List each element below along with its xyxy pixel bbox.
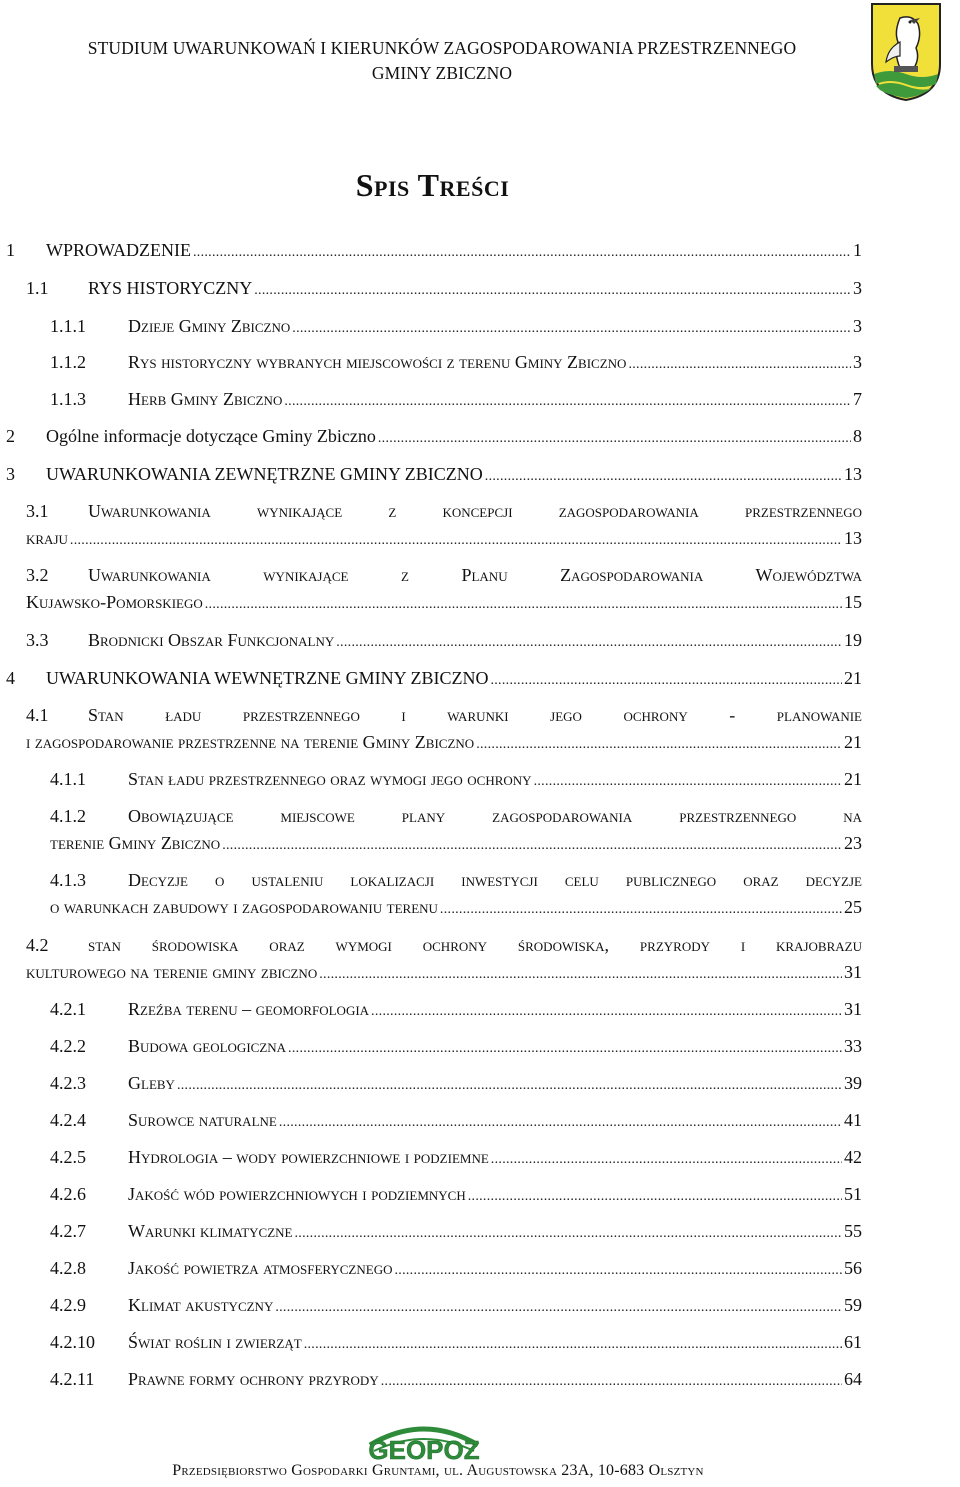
toc-entry-number: 4.2.9 <box>50 1295 86 1315</box>
toc-entry-number: 4 <box>6 668 15 688</box>
toc-entry-title: Hydrologia – wody powierzchniowe i podziemne <box>128 1147 489 1167</box>
dot-leader <box>294 1217 842 1248</box>
toc-entry-page: 55 <box>844 1221 862 1241</box>
toc-entry-page: 33 <box>844 1036 862 1056</box>
toc-entry-page: 21 <box>844 769 862 789</box>
toc-entry-number: 1.1.2 <box>50 352 86 372</box>
toc-entry-title: Gleby <box>128 1073 175 1093</box>
toc-entry-page: 3 <box>853 352 862 372</box>
toc-entry-number: 3 <box>6 464 15 484</box>
toc-entry-title: RYS HISTORYCZNY <box>88 278 253 298</box>
toc-entry-title: Stan ładu przestrzennego oraz wymogi jego ochrony <box>128 769 532 789</box>
toc-entry-title: Warunki klimatyczne <box>128 1221 293 1241</box>
dot-leader <box>254 274 851 305</box>
toc-entry-page: 61 <box>844 1332 862 1352</box>
toc-entry-number: 4.2.8 <box>50 1258 86 1278</box>
toc-entry-page: 1 <box>853 240 862 260</box>
toc-entry-page: 31 <box>844 962 862 982</box>
toc-entry-title: Jakość wód powierzchniowych i podziemnych <box>128 1184 466 1204</box>
dot-leader <box>490 664 842 695</box>
toc-entry-page: 13 <box>844 528 862 548</box>
dot-leader <box>70 524 842 555</box>
dot-leader <box>534 765 842 796</box>
header-line-1: STUDIUM UWARUNKOWAŃ I KIERUNKÓW ZAGOSPODAROWANIA PRZESTRZENNEGO <box>87 38 797 58</box>
toc-entry-number: 3.2 <box>26 565 49 585</box>
toc-entry-number: 1.1 <box>26 278 49 298</box>
logo-text: GEOPOZ <box>368 1435 480 1465</box>
toc-entry-number: 4.1.2 <box>50 806 86 826</box>
document-header <box>52 36 832 86</box>
toc-entry-number: 4.2.7 <box>50 1221 86 1241</box>
toc-entry-title: UWARUNKOWANIA WEWNĘTRZNE GMINY ZBICZNO <box>46 668 489 688</box>
toc-entry-page: 31 <box>844 999 862 1019</box>
toc-entry-title: Brodnicki Obszar Funkcjonalny <box>88 630 335 650</box>
dot-leader <box>491 1143 842 1174</box>
toc-entry-title-continued: kraju <box>26 528 68 548</box>
toc-entry-page: 15 <box>844 592 862 612</box>
toc-entry-number: 1.1.3 <box>50 389 86 409</box>
toc-entry-title: Rys historyczny wybranych miejscowości z terenu Gminy Zbiczno <box>128 352 627 372</box>
dot-leader <box>319 958 842 989</box>
toc-entry-title-continued: terenie Gminy Zbiczno <box>50 833 221 853</box>
toc-entry-title: Rzeźba terenu – geomorfologia <box>128 999 370 1019</box>
toc-entry-number: 4.2.2 <box>50 1036 86 1056</box>
toc-entry-page: 41 <box>844 1110 862 1130</box>
dot-leader <box>177 1069 842 1100</box>
toc-entry-title: Jakość powietrza atmosferycznego <box>128 1258 393 1278</box>
toc-entry-page: 64 <box>844 1369 862 1389</box>
toc-entry-title: Ogólne informacje dotyczące Gminy Zbiczno <box>46 426 376 446</box>
toc-entry-title-continued: o warunkach zabudowy i zagospodarowaniu terenu <box>50 897 438 917</box>
dot-leader <box>288 1032 842 1063</box>
toc-entry-number: 4.1.3 <box>50 870 86 890</box>
toc-entry-number: 4.1 <box>26 705 49 725</box>
toc-entry-number: 4.2.6 <box>50 1184 86 1204</box>
toc-entry-page: 21 <box>844 668 862 688</box>
dot-leader <box>336 626 842 657</box>
dot-leader <box>628 348 851 379</box>
toc-entry-page: 7 <box>853 389 862 409</box>
toc-entry-number: 3.3 <box>26 630 49 650</box>
company-logo-icon <box>364 1415 484 1467</box>
toc-entry-title: Obowiązujące miejscowe plany zagospodarowania przestrzennego na <box>128 806 862 826</box>
dot-leader <box>284 385 851 416</box>
toc-entry-title-continued: Kujawsko-Pomorskiego <box>26 592 203 612</box>
toc-entry-number: 4.2.3 <box>50 1073 86 1093</box>
toc-entry-title: Uwarunkowania wynikające z koncepcji zagospodarowania przestrzennego <box>88 501 862 521</box>
toc-entry-number: 4.1.1 <box>50 769 86 789</box>
dot-leader <box>222 829 842 860</box>
toc-entry-title-continued: i zagospodarowanie przestrzenne na terenie Gminy Zbiczno <box>26 732 475 752</box>
toc-entry-page: 51 <box>844 1184 862 1204</box>
dot-leader <box>378 422 851 453</box>
toc-entry-page: 23 <box>844 833 862 853</box>
toc-entry-number: 4.2.10 <box>50 1332 95 1352</box>
toc-entry-page: 19 <box>844 630 862 650</box>
dot-leader <box>381 1365 842 1396</box>
toc-entry-title: Budowa geologiczna <box>128 1036 287 1056</box>
toc-entry-number: 4.2.11 <box>50 1369 95 1389</box>
dot-leader <box>476 728 842 759</box>
coat-of-arms-icon <box>870 2 942 102</box>
toc-entry-page: 39 <box>844 1073 862 1093</box>
toc-entry-number: 4.2.1 <box>50 999 86 1019</box>
toc-entry-title: Świat roślin i zwierząt <box>128 1332 302 1352</box>
dot-leader <box>292 312 851 343</box>
toc-entry-page: 3 <box>853 316 862 336</box>
dot-leader <box>485 460 842 491</box>
dot-leader <box>371 995 842 1026</box>
toc-entry-number: 1 <box>6 240 15 260</box>
toc-entry-number: 2 <box>6 426 15 446</box>
toc-entry-page: 42 <box>844 1147 862 1167</box>
toc-entry-number: 4.2.5 <box>50 1147 86 1167</box>
toc-entry-page: 25 <box>844 897 862 917</box>
toc-entry-number: 4.2 <box>26 935 49 955</box>
page-title: Spis Treści <box>355 167 510 203</box>
toc-entry-title-continued: kulturowego na terenie gminy zbiczno <box>26 962 318 982</box>
toc-entry-title: stan środowiska oraz wymogi ochrony środowiska, przyrody i krajobrazu <box>88 935 862 955</box>
toc-entry-number: 4.2.4 <box>50 1110 86 1130</box>
toc-entry-page: 8 <box>853 426 862 446</box>
header-line-2: GMINY ZBICZNO <box>371 63 513 83</box>
toc-entry-number: 1.1.1 <box>50 316 86 336</box>
dot-leader <box>304 1328 842 1359</box>
dot-leader <box>279 1106 842 1137</box>
toc-entry-number: 3.1 <box>26 501 49 521</box>
toc-entry-title: Dzieje Gminy Zbiczno <box>128 316 291 336</box>
toc-entry-title: Herb Gminy Zbiczno <box>128 389 283 409</box>
dot-leader <box>440 893 842 924</box>
toc-entry-title: UWARUNKOWANIA ZEWNĘTRZNE GMINY ZBICZNO <box>46 464 483 484</box>
page-footer: Przedsiębiorstwo Gospodarki Gruntami, ul. Augustowska 23A, 10-683 Olsztyn <box>172 1462 704 1479</box>
dot-leader <box>205 588 842 619</box>
dot-leader <box>394 1254 842 1285</box>
toc-entry-title: Uwarunkowania wynikające z Planu Zagospodarowania Województwa <box>88 565 862 585</box>
dot-leader <box>468 1180 842 1211</box>
toc-entry-title: Stan ładu przestrzennego i warunki jego ochrony - planowanie <box>88 705 862 725</box>
toc-entry-title: Surowce naturalne <box>128 1110 277 1130</box>
toc-entry-page: 13 <box>844 464 862 484</box>
toc-entry-page: 3 <box>853 278 862 298</box>
toc-entry-title: WPROWADZENIE <box>46 240 191 260</box>
toc-entry-page: 21 <box>844 732 862 752</box>
toc-entry-page: 56 <box>844 1258 862 1278</box>
toc-entry-page: 59 <box>844 1295 862 1315</box>
toc-entry-title: Decyzje o ustaleniu lokalizacji inwestycji celu publicznego oraz decyzje <box>128 870 862 890</box>
dot-leader <box>193 236 851 267</box>
toc-entry-title: Klimat akustyczny <box>128 1295 274 1315</box>
dot-leader <box>275 1291 842 1322</box>
toc-entry-title: Prawne formy ochrony przyrody <box>128 1369 379 1389</box>
